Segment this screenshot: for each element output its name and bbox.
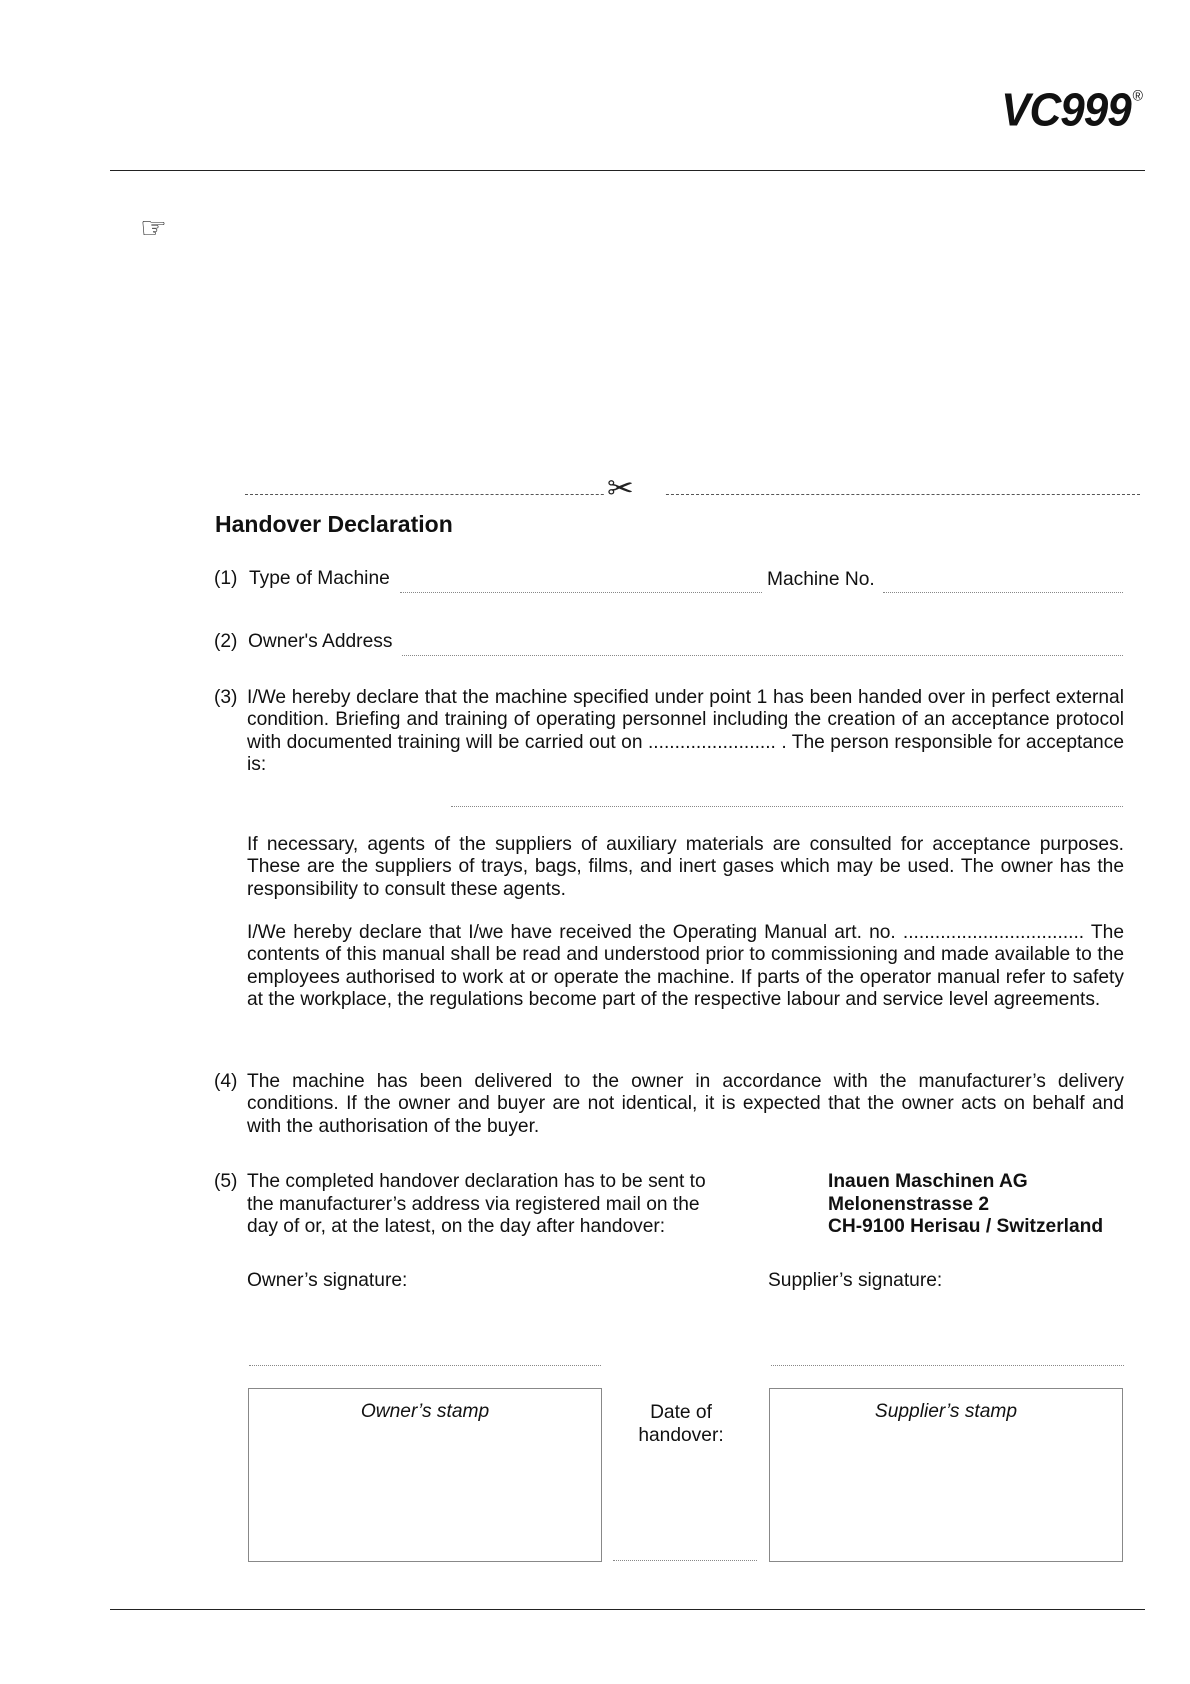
owner-signature-label: Owner’s signature:: [247, 1270, 408, 1291]
item5-line1: The completed handover declaration has to be sent to: [247, 1171, 706, 1192]
date-of-handover-field[interactable]: [613, 1560, 757, 1561]
footer-rule: [110, 1609, 1145, 1610]
owners-address-label: Owner's Address: [248, 631, 393, 652]
type-of-machine-field[interactable]: [400, 592, 762, 593]
item5-line3: day of or, at the latest, on the day after handover:: [247, 1216, 666, 1237]
form-title: Handover Declaration: [215, 511, 453, 537]
supplier-stamp-box[interactable]: [769, 1388, 1123, 1562]
owners-address-field[interactable]: [402, 655, 1123, 656]
pointing-hand-icon: ☞: [140, 212, 167, 245]
supplier-signature-label: Supplier’s signature:: [768, 1270, 943, 1291]
item3-paragraph2: If necessary, agents of the suppliers of auxiliary materials are consulted for acceptance purposes. These are the suppliers of trays, bags, films, and inert gases which may be used. The owner has the responsibility to consult these agents.: [247, 834, 1124, 900]
vc999-logo: [1001, 85, 1142, 138]
address-street: Melonenstrasse 2: [828, 1193, 990, 1215]
item4-text: The machine has been delivered to the owner in accordance with the manufacturer’s delivery conditions. If the owner and buyer are not identical, it is expected that the owner acts on behalf and with the authorisation of the buyer.: [247, 1071, 1124, 1137]
address-city: CH-9100 Herisau / Switzerland: [828, 1216, 1104, 1237]
item3-text: I/We hereby declare that the machine specified under point 1 has been handed over in perfect external condition. Briefing and training of operating personnel including the creation of an acceptance protocol with documented training will be carried out on ........................ . The person responsible for acceptance is:: [247, 687, 1124, 775]
scissors-icon: ✂: [607, 470, 634, 506]
logo-text: VC999: [1001, 84, 1131, 137]
header-rule: [110, 170, 1145, 171]
owner-signature-field[interactable]: [249, 1365, 601, 1366]
item4-number: (4): [214, 1071, 238, 1092]
item3-number: (3): [214, 687, 238, 708]
person-responsible-field[interactable]: [451, 806, 1123, 807]
item5-text: [247, 1171, 767, 1239]
machine-no-label: Machine No.: [767, 569, 875, 590]
machine-no-field[interactable]: [883, 592, 1123, 593]
supplier-stamp-label: Supplier’s stamp: [874, 1401, 1018, 1422]
supplier-signature-field[interactable]: [771, 1365, 1124, 1366]
item2-number: (2): [214, 631, 238, 652]
type-of-machine-label: Type of Machine: [249, 568, 390, 589]
date-line1: Date of: [650, 1402, 712, 1423]
item5-line2: the manufacturer’s address via registered mail on the: [247, 1193, 700, 1215]
item1-number: (1): [214, 568, 238, 589]
date-line2: handover:: [638, 1424, 724, 1446]
item5-number: (5): [214, 1171, 238, 1192]
owner-stamp-label: Owner’s stamp: [360, 1401, 490, 1422]
item3-paragraph3: I/We hereby declare that I/we have received the Operating Manual art. no. .................................. The contents of this manual shall be read and understood prior to commissioning and made available to the employees authorised to work at or operate the machine. If parts of the operator manual refer to safety at the workplace, the regulations become part of the respective labour and service level agreements.: [247, 922, 1124, 1010]
owner-stamp-box[interactable]: [248, 1388, 602, 1562]
address-company: Inauen Maschinen AG: [828, 1171, 1028, 1192]
registered-mark: ®: [1132, 86, 1142, 104]
date-of-handover-label: [612, 1402, 750, 1447]
cut-line: [245, 494, 1140, 495]
manufacturer-address: [828, 1171, 1103, 1239]
